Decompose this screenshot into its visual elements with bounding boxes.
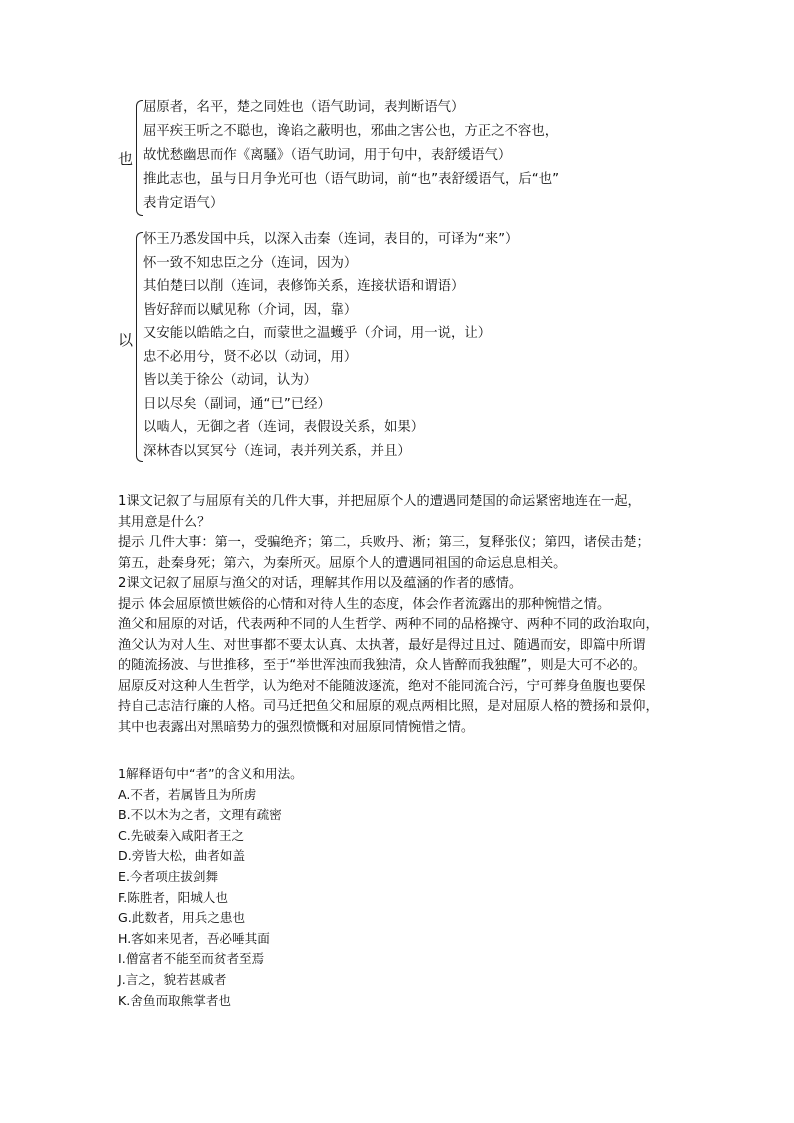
usage-line: 屈原者，名平，楚之同姓也（语气助词，表判断语气） [143,100,465,115]
hint-line: 提示 几件大事：第一，受骗绝齐；第二，兵败丹、淅；第三，复释张仪；第四，诸侯击楚； [118,535,650,550]
question-line: 其用意是什么？ [118,514,211,530]
exercise-option: I.僧富者不能至而贫者至焉 [118,951,265,967]
exercise-option: D.旁皆大松，曲者如盖 [118,848,246,864]
question-line: 1课文记叙了与屈原有关的几件大事，并把屈原个人的遭遇同楚国的命运紧密地连在一起， [118,494,641,509]
brace-icon [136,100,143,216]
usage-line: 以啮人，无御之者（连词，表假设关系，如果） [143,420,425,435]
exercise-option: H.客如来见者，吾必唾其面 [118,930,270,946]
exercise-option: F.陈胜者，阳城人也 [118,889,228,905]
hint-line: 提示 体会屈原愤世嫉俗的心情和对待人生的态度，体会作者流露出的那种惋惜之情。 [118,596,611,612]
usage-line: 表肯定语气） [143,196,224,211]
exercise-option: G.此数者，用兵之患也 [118,910,246,926]
usage-line: 推此志也，虽与日月争光可也（语气助词，前“也”表舒缓语气，后“也” [143,172,560,187]
exercise-option: A.不者，若属皆且为所虏 [118,786,257,802]
usage-line: 怀一致不知忠臣之分（连词，因为） [143,255,358,271]
usage-line: 深林杳以冥冥兮（连词，表并列关系，并且） [143,443,411,459]
hint-line: 第五，赴秦身死；第六，为秦所灭。屈原个人的遭遇同祖国的命运息息相关。 [118,555,567,571]
usage-lines [143,96,559,216]
questions-section [118,492,688,738]
exercise-section [118,764,303,1011]
group-char-yi: 以 [118,331,134,349]
exercise-option: B.不以木为之者，文理有疏密 [118,807,282,823]
brace-icon [136,232,143,462]
exercise-option: J.言之，貌若甚戚者 [118,971,227,987]
usage-line: 忠不必用兮，贤不必以（动词，用） [143,349,358,365]
usage-line: 其伯楚曰以削（连词，表修饰关系，连接状语和谓语） [143,279,465,294]
usage-line: 又安能以皓皓之白，而蒙世之温蠖乎（介词，用一说，让） [143,326,492,341]
hint-line: 的随流扬波、与世推移，至于“举世浑浊而我独清，众人皆醉而我独醒”，则是大可不必的。 [118,658,646,673]
exercise-option: K.舍鱼而取熊掌者也 [118,992,232,1008]
hint-line: 渔父和屈原的对话，代表两种不同的人生哲学、两种不同的品格操守、两种不同的政治取向， [118,617,659,632]
hint-line: 持自己志洁行廉的人格。司马迁把鱼父和屈原的观点两相比照，是对屈原人格的赞扬和景仰， [118,699,659,714]
group-char-ye: 也 [118,150,134,168]
hint-line: 渔父认为对人生、对世事都不要太认真、太执著，最好是得过且过、随遇而安，即篇中所谓 [118,637,646,653]
usage-line: 怀王乃悉发国中兵，以深入击秦（连词，表目的，可译为“来”） [143,232,519,247]
usage-line: 皆以美于徐公（动词，认为） [143,373,318,388]
exercise-option: C.先破秦入咸阳者王之 [118,827,245,843]
usage-lines [143,228,518,463]
question-line: 2课文记叙了屈原与渔父的对话，理解其作用以及蕴涵的作者的感情。 [118,576,523,591]
exercise-title: 1解释语句中“者”的含义和用法。 [118,766,303,781]
hint-line: 其中也表露出对黑暗势力的强烈愤慨和对屈原同情惋惜之情。 [118,719,475,735]
usage-line: 日以尽矣（副词，通“已”已经） [143,396,331,412]
hint-line: 屈原反对这种人生哲学，认为绝对不能随波逐流，绝对不能同流合污，宁可葬身鱼腹也要保 [118,678,646,694]
exercise-option: E.今者项庄拔剑舞 [118,868,219,884]
usage-line: 皆好辞而以赋见称（介词，因，靠） [143,302,358,318]
usage-line: 屈平疾王听之不聪也，谗谄之蔽明也，邪曲之害公也，方正之不容也， [143,124,559,139]
usage-line: 故忧愁幽思而作《离騷》（语气助词，用于句中，表舒缓语气） [143,148,512,163]
